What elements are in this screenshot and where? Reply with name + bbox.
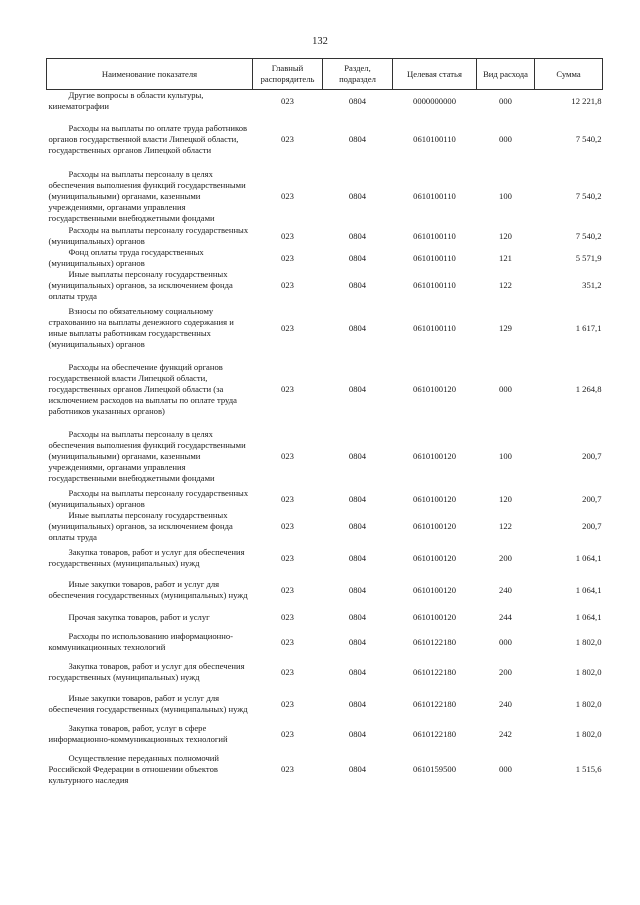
row-sum: 1 617,1 — [575, 322, 602, 333]
row-expense-type: 200 — [499, 666, 512, 677]
row-sum: 200,7 — [582, 450, 602, 461]
table-row — [47, 488, 603, 510]
row-expense-type: 240 — [499, 698, 512, 709]
row-target-article: 0610159500 — [413, 763, 456, 774]
row-section: 0804 — [348, 190, 367, 201]
row-section: 0804 — [348, 521, 367, 531]
row-target-article: 0610100120 — [413, 552, 456, 563]
row-section: 0804 — [348, 698, 367, 709]
row-expense-type: 122 — [499, 521, 512, 531]
row-target-article: 0610100110 — [413, 322, 456, 333]
row-sum: 1 802,0 — [575, 728, 602, 739]
row-name: Расходы по использованию информационно-коммуникационных технологий — [48, 631, 233, 652]
row-chief-manager: 023 — [281, 450, 294, 461]
table-header — [47, 59, 603, 90]
row-expense-type: 000 — [499, 95, 512, 106]
row-section: 0804 — [348, 636, 367, 647]
row-expense-type: 100 — [499, 450, 512, 461]
row-section: 0804 — [348, 728, 367, 739]
row-expense-type: 100 — [499, 190, 512, 201]
row-sum: 7 540,2 — [575, 230, 602, 241]
row-target-article: 0610100120 — [413, 383, 456, 394]
row-sum: 1 064,1 — [575, 611, 602, 622]
table-row — [47, 167, 603, 225]
row-section: 0804 — [348, 611, 367, 622]
row-chief-manager: 023 — [281, 584, 294, 595]
row-sum: 1 802,0 — [575, 698, 602, 709]
row-expense-type: 129 — [499, 322, 512, 333]
row-expense-type: 200 — [499, 552, 512, 563]
row-section: 0804 — [348, 763, 367, 774]
row-chief-manager: 023 — [281, 698, 294, 709]
row-section: 0804 — [348, 584, 367, 595]
row-name: Закупка товаров, работ и услуг для обеспечения государственных (муниципальных) нужд — [48, 661, 245, 682]
row-target-article: 0000000000 — [413, 95, 456, 106]
row-section: 0804 — [348, 95, 367, 106]
row-section: 0804 — [348, 134, 367, 144]
table-row — [47, 627, 603, 657]
row-chief-manager: 023 — [281, 230, 294, 241]
table-row — [47, 687, 603, 721]
table-row — [47, 302, 603, 354]
budget-table — [46, 58, 603, 791]
page-number: 132 — [312, 36, 328, 47]
row-section: 0804 — [348, 450, 367, 461]
row-chief-manager: 023 — [281, 552, 294, 563]
row-target-article: 0610122180 — [413, 728, 456, 739]
row-section: 0804 — [348, 383, 367, 394]
row-name: Иные выплаты персоналу государственных (муниципальных) органов, за исключением фонда оплаты труда — [48, 510, 233, 542]
row-name: Закупка товаров, работ, услуг в сфере информационно-коммуникационных технологий — [48, 723, 228, 744]
row-name: Расходы на выплаты по оплате труда работников органов государственной власти Липецкой области, государственных органов Липецкой области — [48, 123, 248, 155]
row-chief-manager: 023 — [281, 252, 294, 263]
row-sum: 5 571,9 — [575, 252, 602, 263]
table-row — [47, 247, 603, 269]
header-chief-manager: Главный распорядитель — [253, 59, 323, 90]
header-expense-type: Вид расхода — [477, 59, 535, 90]
row-sum: 1 064,1 — [575, 584, 602, 595]
row-chief-manager: 023 — [281, 383, 294, 394]
row-sum: 7 540,2 — [575, 190, 602, 201]
row-section: 0804 — [348, 666, 367, 677]
row-name: Расходы на выплаты персоналу в целях обеспечения выполнения функций государственными (муниципальными) органами, казенными учреждениями, органами управления государственными внебюджетными фондами — [48, 168, 246, 223]
table-row — [47, 90, 603, 113]
row-name: Закупка товаров, работ и услуг для обеспечения государственных (муниципальных) нужд — [48, 547, 245, 568]
row-target-article: 0610100120 — [413, 611, 456, 622]
row-target-article: 0610100110 — [413, 134, 456, 144]
row-sum: 1 264,8 — [575, 383, 602, 394]
table-row — [47, 510, 603, 543]
row-chief-manager: 023 — [281, 728, 294, 739]
table-row — [47, 354, 603, 424]
row-target-article: 0610100120 — [413, 493, 456, 504]
row-name: Прочая закупка товаров, работ и услуг — [68, 611, 210, 622]
header-indicator-name: Наименование показателя — [47, 59, 253, 90]
row-sum: 7 540,2 — [575, 134, 602, 144]
row-section: 0804 — [348, 322, 367, 333]
row-section: 0804 — [348, 252, 367, 263]
row-sum: 1 802,0 — [575, 666, 602, 677]
row-expense-type: 244 — [499, 611, 512, 622]
row-expense-type: 242 — [499, 728, 512, 739]
row-expense-type: 240 — [499, 584, 512, 595]
row-chief-manager: 023 — [281, 134, 294, 144]
row-chief-manager: 023 — [281, 636, 294, 647]
table-row — [47, 424, 603, 488]
row-chief-manager: 023 — [281, 280, 294, 290]
row-target-article: 0610100120 — [413, 521, 456, 531]
row-target-article: 0610100110 — [413, 190, 456, 201]
row-expense-type: 000 — [499, 134, 512, 144]
table-row — [47, 657, 603, 687]
row-target-article: 0610122180 — [413, 666, 456, 677]
row-name: Расходы на выплаты персоналу в целях обеспечения выполнения функций государственными (муниципальными) органами, казенными учреждениями, органами управления государственными внебюджетными фондами — [48, 428, 246, 483]
row-target-article: 0610100120 — [413, 584, 456, 595]
table-row — [47, 747, 603, 791]
row-name: Осуществление переданных полномочий Российской Федерации в отношении объектов культурного наследия — [48, 752, 219, 785]
row-target-article: 0610100110 — [413, 230, 456, 241]
row-name: Другие вопросы в области культуры, кинематографии — [48, 90, 204, 111]
row-chief-manager: 023 — [281, 611, 294, 622]
row-expense-type: 000 — [499, 636, 512, 647]
row-target-article: 0610122180 — [413, 698, 456, 709]
row-chief-manager: 023 — [281, 190, 294, 201]
table-row — [47, 543, 603, 573]
row-section: 0804 — [348, 552, 367, 563]
row-chief-manager: 023 — [281, 493, 294, 504]
row-name: Расходы на выплаты персоналу государственных (муниципальных) органов — [48, 225, 249, 246]
header-section: Раздел, подраздел — [323, 59, 393, 90]
row-sum: 200,7 — [582, 521, 602, 531]
row-sum: 12 221,8 — [571, 95, 602, 106]
row-target-article: 0610122180 — [413, 636, 456, 647]
row-section: 0804 — [348, 280, 367, 290]
row-section: 0804 — [348, 493, 367, 504]
row-expense-type: 122 — [499, 280, 512, 290]
row-target-article: 0610100110 — [413, 280, 456, 290]
row-name: Иные закупки товаров, работ и услуг для обеспечения государственных (муниципальных) нужд — [48, 579, 248, 600]
row-sum: 1 515,6 — [575, 763, 602, 774]
row-chief-manager: 023 — [281, 666, 294, 677]
row-expense-type: 121 — [499, 252, 512, 263]
row-expense-type: 120 — [499, 230, 512, 241]
row-name: Иные выплаты персоналу государственных (муниципальных) органов, за исключением фонда оплаты труда — [48, 269, 233, 301]
table-row — [47, 721, 603, 747]
row-name: Взносы по обязательному социальному страхованию на выплаты денежного содержания и иные выплаты работникам государственных (муниципальных) органов — [48, 306, 234, 349]
table-row — [47, 269, 603, 302]
row-sum: 1 064,1 — [575, 552, 602, 563]
row-name: Иные закупки товаров, работ и услуг для обеспечения государственных (муниципальных) нужд — [48, 693, 248, 714]
row-sum: 200,7 — [582, 493, 602, 504]
row-name: Расходы на обеспечение функций органов государственной власти Липецкой области, государственных органов Липецкой области (за исключением расходов на выплаты по оплате труда работников указанных органов) — [48, 361, 237, 416]
row-target-article: 0610100120 — [413, 450, 456, 461]
table-row — [47, 112, 603, 167]
header-target-article: Целевая статья — [393, 59, 477, 90]
row-chief-manager: 023 — [281, 322, 294, 333]
row-chief-manager: 023 — [281, 763, 294, 774]
table-body — [47, 90, 603, 792]
row-expense-type: 000 — [499, 383, 512, 394]
row-target-article: 0610100110 — [413, 252, 456, 263]
row-name: Фонд оплаты труда государственных (муниципальных) органов — [48, 247, 204, 268]
table-row — [47, 607, 603, 627]
header-sum: Сумма — [535, 59, 603, 90]
row-sum: 1 802,0 — [575, 636, 602, 647]
row-chief-manager: 023 — [281, 95, 294, 106]
table-row — [47, 573, 603, 607]
row-section: 0804 — [348, 230, 367, 241]
row-name: Расходы на выплаты персоналу государственных (муниципальных) органов — [48, 488, 249, 509]
table-row — [47, 225, 603, 247]
row-chief-manager: 023 — [281, 521, 294, 531]
row-expense-type: 120 — [499, 493, 512, 504]
row-expense-type: 000 — [499, 763, 512, 774]
row-sum: 351,2 — [582, 280, 602, 290]
